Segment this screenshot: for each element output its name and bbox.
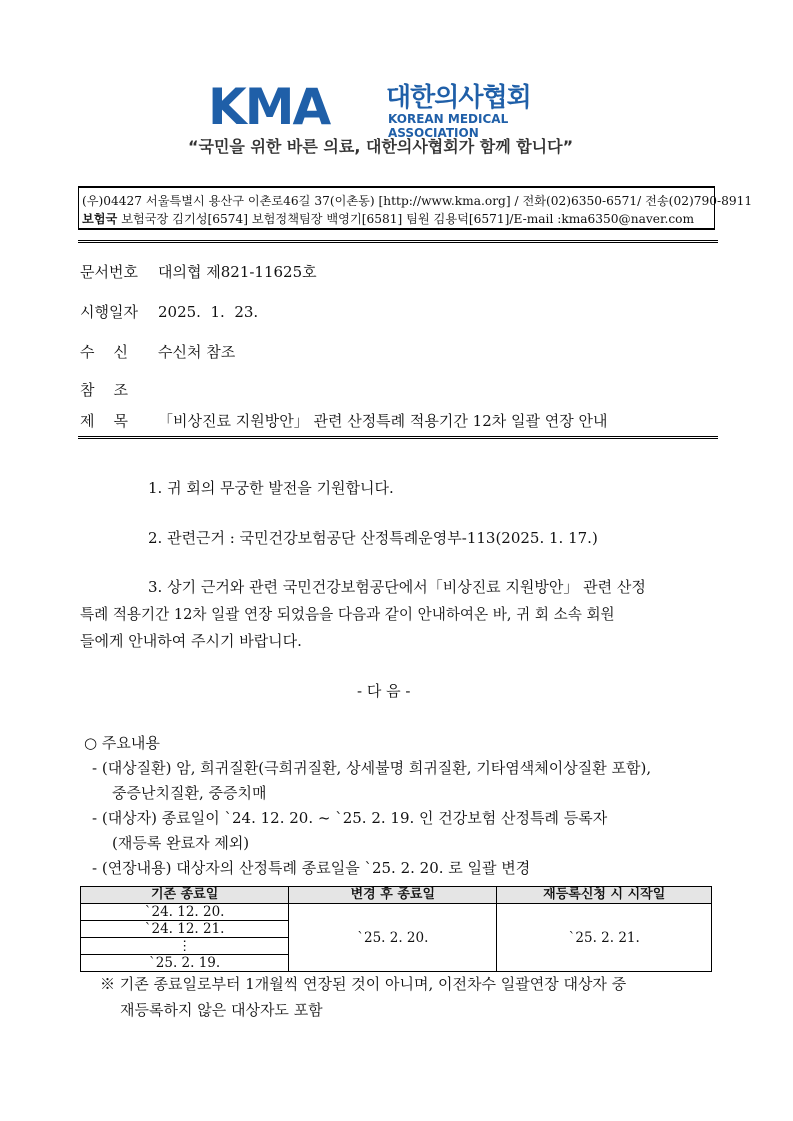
existing-end-date: `25. 2. 19. <box>81 955 289 972</box>
doc-number-row <box>80 261 317 282</box>
paragraph-1: 1. 귀 회의 무궁한 발전을 기원합니다. <box>148 479 394 497</box>
kma-logo <box>208 78 588 140</box>
main-content-title: ○ 주요내용 <box>84 734 160 752</box>
recipient-row <box>80 341 235 362</box>
header-existing-end: 기존 종료일 <box>81 887 289 904</box>
bullet-extension: - (연장내용) 대상자의 산정특례 종료일을 `25. 2. 20. 로 일괄 변경 <box>92 859 531 877</box>
paragraph-3-line2: 특례 적용기간 12차 일괄 연장 되었음을 다음과 같이 안내하여온 바, 귀 회 소속 회원 <box>80 606 615 623</box>
dept-name: 보험국 <box>82 212 118 226</box>
bullet-targets-line2: (재등록 완료자 제외) <box>112 834 250 852</box>
contact-address: (우)04427 서울특별시 용산구 이촌로46길 37(이촌동) [http://www.kma.org] / 전화(02)6350-6571/ 전송(02)790-8911 <box>82 194 753 208</box>
existing-end-ellipsis: ⋮ <box>81 938 289 955</box>
doc-number-label: 문서번호 <box>80 263 138 281</box>
table-row <box>81 904 712 921</box>
date-label: 시행일자 <box>80 303 138 321</box>
subject-label: 제 목 <box>80 412 129 430</box>
subject-row <box>80 410 607 431</box>
logo-korean-name: 대한의사협회 <box>386 83 531 113</box>
contact-staff <box>82 210 694 227</box>
slogan: “국민을 위한 바른 의료, 대한의사협회가 함께 합니다” <box>188 137 574 156</box>
recipient-label: 수 신 <box>80 343 129 361</box>
meta-divider <box>78 436 718 439</box>
header-divider <box>78 240 718 243</box>
recipient-value: 수신처 참조 <box>158 343 236 361</box>
bullet-targets-line1: - (대상자) 종료일이 `24. 12. 20. ~ `25. 2. 19. 인 건강보험 산정특례 등록자 <box>92 809 608 827</box>
date-value: 2025. 1. 23. <box>158 303 259 321</box>
paragraph-2: 2. 관련근거 : 국민건강보험공단 산정특례운영부-113(2025. 1. 17.) <box>148 529 598 547</box>
staff-list: 보험국장 김기성[6574] 보험정책팀장 백영기[6581] 팀원 김용덕[6571]/E-mail :kma6350@naver.com <box>117 212 695 226</box>
logo-mark: KMA <box>208 78 330 136</box>
table-header-row <box>81 887 712 904</box>
reference-row <box>80 379 158 400</box>
existing-end-date: `24. 12. 21. <box>81 921 289 938</box>
date-row <box>80 301 258 322</box>
section-heading: - 다 음 - <box>357 682 411 700</box>
note-line2: 재등록하지 않은 대상자도 포함 <box>120 1001 323 1019</box>
restart-date: `25. 2. 21. <box>497 904 712 972</box>
doc-number: 대의협 제821-11625호 <box>158 263 317 281</box>
bullet-diseases-line2: 중증난치질환, 중증치매 <box>112 784 267 802</box>
logo-english-name: KOREAN MEDICAL ASSOCIATION <box>388 112 509 140</box>
header-restart-date: 재등록신청 시 시작일 <box>497 887 712 904</box>
existing-end-date: `24. 12. 20. <box>81 904 289 921</box>
paragraph-3-line3: 들에게 안내하여 주시기 바랍니다. <box>80 632 302 650</box>
date-change-table <box>80 886 712 972</box>
reference-label: 참 조 <box>80 381 129 399</box>
note-line1: ※ 기존 종료일로부터 1개월씩 연장된 것이 아니며, 이전차수 일괄연장 대상자 중 <box>100 975 627 993</box>
header-changed-end: 변경 후 종료일 <box>289 887 497 904</box>
subject-value: 「비상진료 지원방안」 관련 산정특례 적용기간 12차 일괄 연장 안내 <box>158 412 608 430</box>
bullet-diseases-line1: - (대상질환) 암, 희귀질환(극희귀질환, 상세불명 희귀질환, 기타염색체이상질환 포함), <box>92 759 652 777</box>
contact-box <box>78 186 753 230</box>
paragraph-3-line1: 3. 상기 근거와 관련 국민건강보험공단에서「비상진료 지원방안」 관련 산정 <box>148 578 646 596</box>
changed-end-date: `25. 2. 20. <box>289 904 497 972</box>
